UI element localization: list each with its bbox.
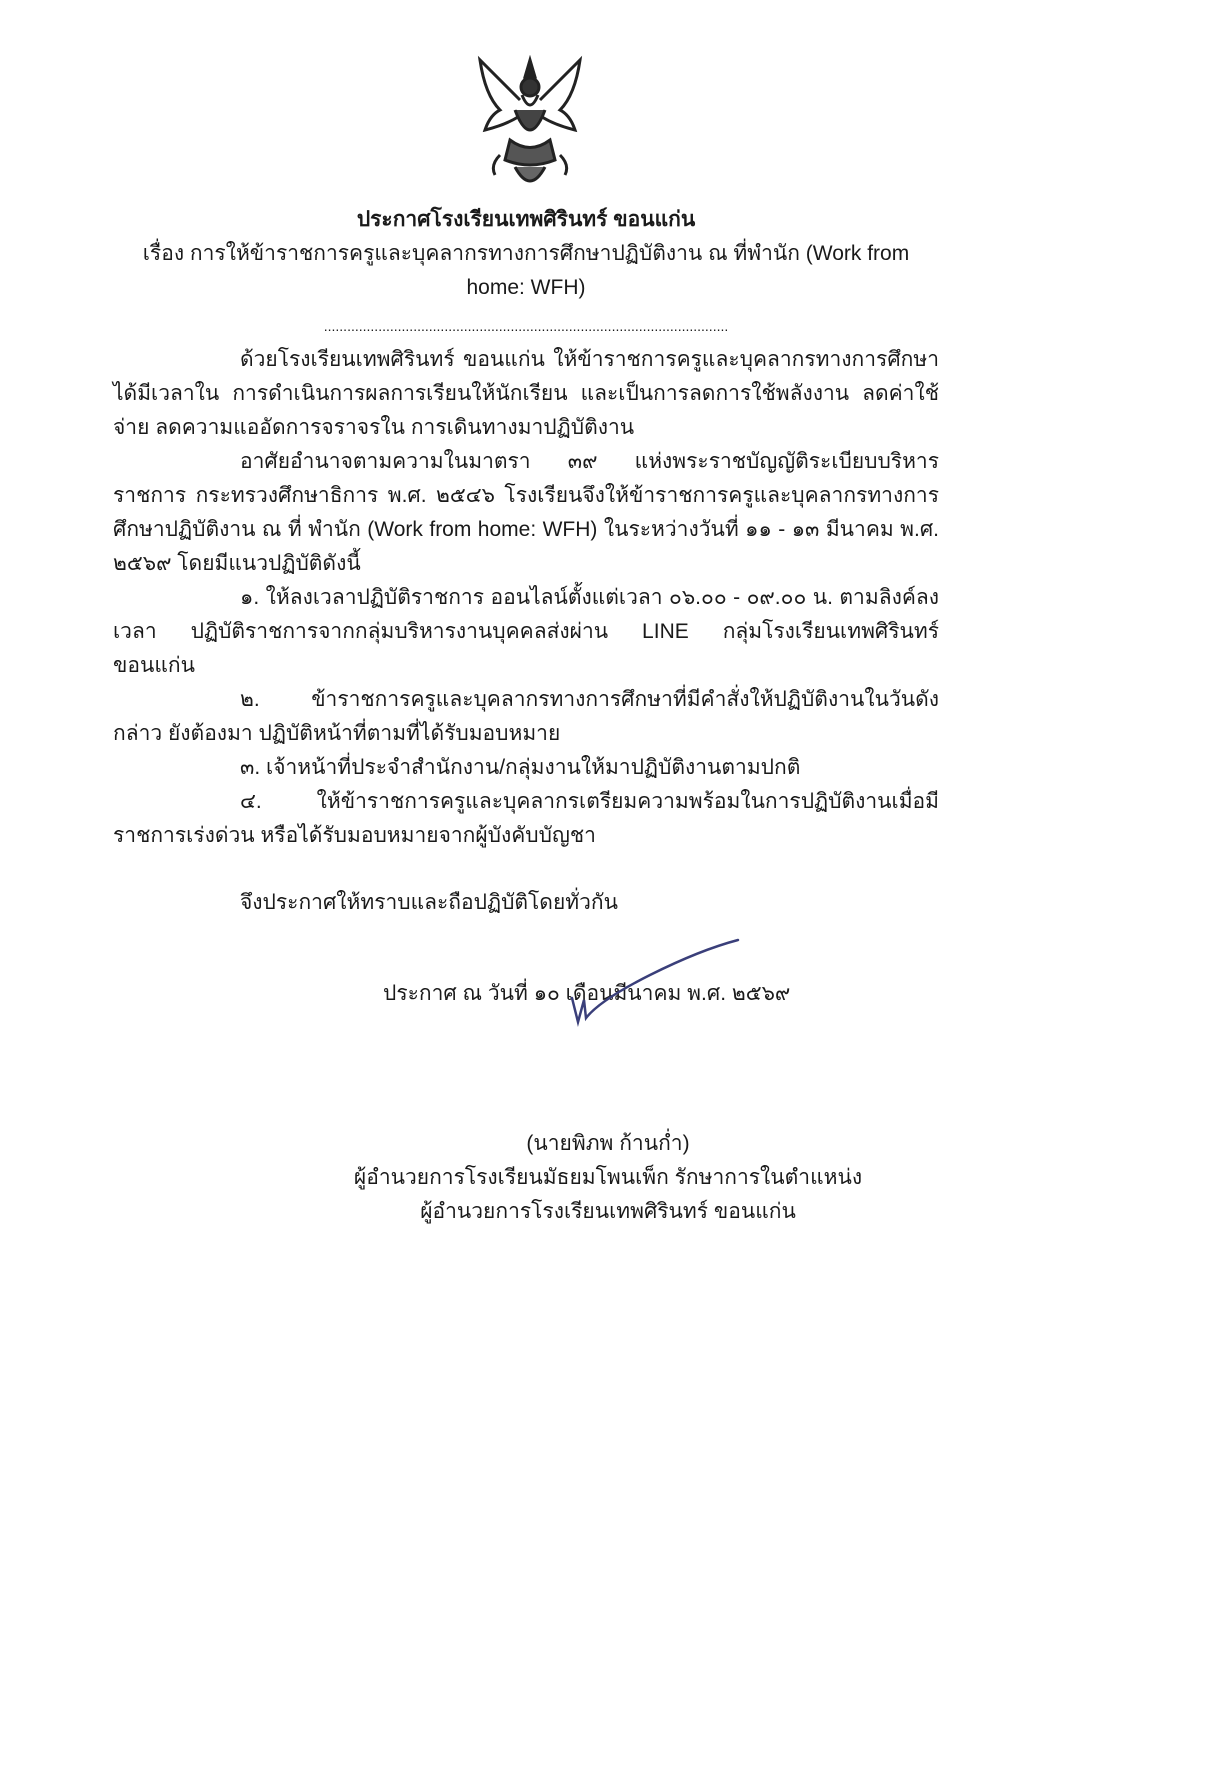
item-2-line: ปฏิบัติหน้าที่ตามที่ได้รับมอบหมาย — [258, 722, 561, 745]
item-1-line: ปฏิบัติราชการจากกลุ่มบริหารงานบุคคลส่งผ่าน LINE กลุ่มโรงเรียนเทพศิรินทร์ ขอนแก่น — [113, 620, 939, 677]
item-2-line: ๒. ข้าราชการครูและบุคลากรทางการศึกษาที่มีคำสั่งให้ปฏิบัติงานในวันดังกล่าว ยังต้องมา — [113, 688, 939, 745]
signature — [560, 930, 750, 1030]
paragraph-2-line: พำนัก (Work from home: WFH) ในระหว่างวันที่ ๑๑ - ๑๓ มีนาคม พ.ศ. ๒๕๖๙ โดยมีแนวปฏิบัติดังนี้ — [113, 518, 939, 575]
announcement-date: ประกาศ ณ วันที่ ๑๐ เดือนมีนาคม พ.ศ. ๒๕๖๙ — [383, 982, 791, 1005]
signatory-position: ผู้อำนวยการโรงเรียนเทพศิรินทร์ ขอนแก่น — [420, 1200, 796, 1223]
item-4 — [113, 785, 939, 853]
paragraph-2-line: กระทรวงศึกษาธิการ พ.ศ. ๒๕๔๖ โรงเรียนจึงให้ข้าราชการครูและบุคลากรทางการศึกษาปฏิบัติงาน ณ ที่ — [113, 484, 939, 541]
item-3 — [113, 751, 939, 785]
garuda-emblem — [470, 55, 590, 195]
paragraph-2 — [113, 445, 939, 581]
item-1 — [113, 581, 939, 683]
item-3-line: ๓. เจ้าหน้าที่ประจำสำนักงาน/กลุ่มงานให้มาปฏิบัติงานตามปกติ — [240, 756, 801, 779]
item-2 — [113, 683, 939, 751]
item-4-line: ๔. ให้ข้าราชการครูและบุคลากรเตรียมความพร้อมในการปฏิบัติงานเมื่อมีราชการเร่งด่วน — [113, 790, 939, 847]
closing-statement: จึงประกาศให้ทราบและถือปฏิบัติโดยทั่วกัน — [240, 891, 618, 914]
paragraph-1-line: การเดินทางมาปฏิบัติงาน — [410, 416, 635, 439]
document-body — [113, 203, 939, 1229]
signatory-position: ผู้อำนวยการโรงเรียนมัธยมโพนเพ็ก รักษาการในตำแหน่ง — [353, 1166, 863, 1189]
document-title: ประกาศโรงเรียนเทพศิรินทร์ ขอนแก่น — [356, 208, 696, 231]
item-1-line: ๑. ให้ลงเวลาปฏิบัติราชการ ออนไลน์ตั้งแต่เวลา ๐๖.๐๐ - ๐๙.๐๐ น. ตามลิงค์ลงเวลา — [113, 586, 939, 643]
separator-dots: ........................................................................................................ — [323, 318, 729, 334]
paragraph-1 — [113, 343, 939, 445]
paragraph-1-line: การดำเนินการผลการเรียนให้นักเรียน และเป็นการลดการใช้พลังงาน ลดค่าใช้จ่าย ลดความแออัดการจราจรใน — [113, 382, 939, 439]
signatory-name: (นายพิภพ ก้านก่ำ) — [526, 1132, 690, 1155]
document-subject: เรื่อง การให้ข้าราชการครูและบุคลากรทางการศึกษาปฏิบัติงาน ณ ที่พำนัก (Work from home: WFH) — [142, 242, 910, 299]
item-4-line: หรือได้รับมอบหมายจากผู้บังคับบัญชา — [260, 824, 596, 847]
paragraph-2-line: อาศัยอำนาจตามความในมาตรา ๓๙ แห่งพระราชบัญญัติระเบียบบริหารราชการ — [113, 450, 939, 507]
signature-space — [113, 1011, 939, 1127]
paragraph-1-line: ด้วยโรงเรียนเทพศิรินทร์ ขอนแก่น ให้ข้าราชการครูและบุคลากรทางการศึกษาได้มีเวลาใน — [113, 348, 939, 405]
